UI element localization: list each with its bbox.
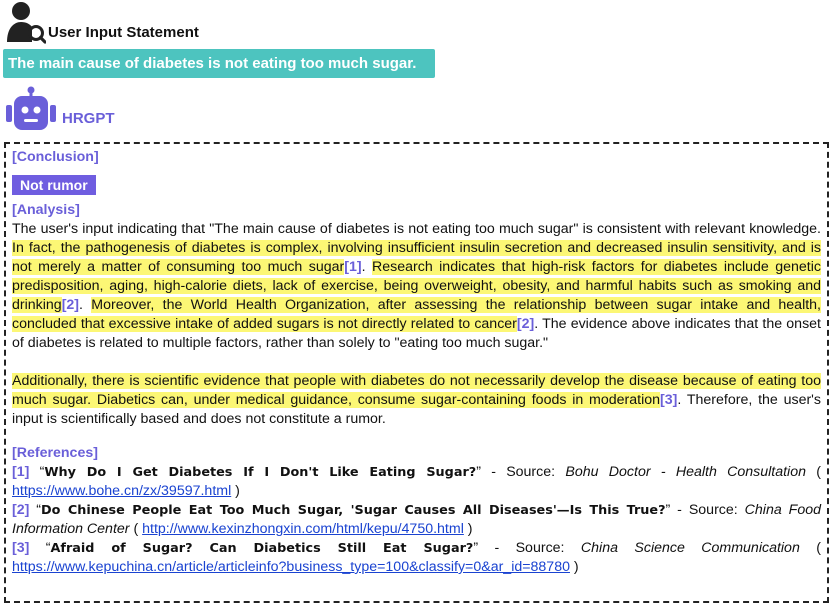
user-search-icon xyxy=(6,0,46,44)
bot-label: HRGPT xyxy=(62,109,115,127)
paragraph-text: . xyxy=(361,259,372,275)
reference-item: [3] “Afraid of Sugar? Can Diabetics Still Eat Sugar?” - Source: China Science Communication ( https://www.kepuchina.cn/article/articleinfo?business_type=100&classify=0&ar_id=88780 ) xyxy=(12,540,821,575)
citation-marker: [3] xyxy=(660,392,678,408)
highlighted-text: Research indicates that high-risk factors for diabetes include genetic predisposition, aging, high-calorie diets, lack of exercise, being overweight, obesity, and harmful habits such as smoking and drinking xyxy=(12,259,821,313)
references-list xyxy=(12,463,821,577)
analysis-paragraph-1 xyxy=(12,220,821,353)
reference-title: Do Chinese People Eat Too Much Sugar, 'Sugar Causes All Diseases'—Is This True? xyxy=(41,503,666,518)
citation-marker: [2] xyxy=(61,297,80,313)
reference-number: [1] xyxy=(12,464,30,480)
highlighted-text: In fact, the pathogenesis of diabetes is complex, involving insufficient insulin secretion and decreased insulin sensitivity, and is not merely a matter of consuming too much sugar xyxy=(12,240,821,275)
reference-link[interactable]: http://www.kexinzhongxin.com/html/kepu/4750.html xyxy=(142,521,464,537)
analysis-title: [Analysis] xyxy=(12,202,80,218)
paragraph-text: . The evidence above indicates that the onset of diabetes is related to multiple factors, rather than solely to "eating too much sugar." xyxy=(12,316,821,351)
reference-source: China Science Communication xyxy=(580,540,800,556)
user-label: User Input Statement xyxy=(48,23,199,41)
references-title: [References] xyxy=(12,445,98,461)
reference-item: [2] “Do Chinese People Eat Too Much Sugar, 'Sugar Causes All Diseases'—Is This True?” - Source: China Food Information Center ( http://www.kexinzhongxin.com/html/kepu/4750.html ) xyxy=(12,502,821,537)
reference-item: [1] “Why Do I Get Diabetes If I Don't Like Eating Sugar?” - Source: Bohu Doctor - Health Consultation ( https://www.bohe.cn/zx/39597.html ) xyxy=(12,464,821,499)
reference-link[interactable]: https://www.kepuchina.cn/article/articleinfo?business_type=100&classify=0&ar_id=88780 xyxy=(12,559,570,575)
bot-header xyxy=(6,88,115,134)
reference-source-label: - Source: xyxy=(480,464,566,480)
reference-number: [2] xyxy=(12,502,30,518)
reference-link[interactable]: https://www.bohe.cn/zx/39597.html xyxy=(12,483,232,499)
reference-source-label: - Source: xyxy=(478,540,581,556)
paragraph-text: . Therefore, the user's input is scientifically based and does not constitute a rumor. xyxy=(12,392,821,427)
reference-number: [3] xyxy=(12,540,30,556)
citation-marker: [2] xyxy=(516,316,535,332)
citation-marker: [1] xyxy=(344,259,362,275)
reference-title: Afraid of Sugar? Can Diabetics Still Eat Sugar? xyxy=(50,541,474,556)
reference-title: Why Do I Get Diabetes If I Don't Like Eating Sugar? xyxy=(44,465,477,480)
answer-content xyxy=(12,148,821,577)
reference-source-label: - Source: xyxy=(670,502,745,518)
paragraph-text: . xyxy=(79,297,92,313)
highlighted-text: Additionally, there is scientific evidence that people with diabetes do not necessarily develop the disease because of eating too much sugar. Diabetics can, under medical guidance, consume sugar-containing foods in moderation xyxy=(12,373,821,408)
robot-icon xyxy=(6,86,56,137)
reference-source: Bohu Doctor - Health Consultation xyxy=(565,464,806,480)
conclusion-title: [Conclusion] xyxy=(12,149,99,165)
paragraph-text: The user's input indicating that "The main cause of diabetes is not eating too much sugar" is consistent with relevant knowledge. xyxy=(12,221,821,237)
reference-source: China Food Information Center xyxy=(12,502,821,537)
verdict-badge: Not rumor xyxy=(12,175,96,195)
highlighted-text: Moreover, the World Health Organization, after assessing the relationship between sugar intake and health, concluded that excessive intake of added sugars is not directly related to cancer xyxy=(12,297,821,332)
user-header xyxy=(6,0,199,44)
analysis-paragraph-2 xyxy=(12,372,821,429)
user-statement: The main cause of diabetes is not eating too much sugar. xyxy=(3,49,435,78)
